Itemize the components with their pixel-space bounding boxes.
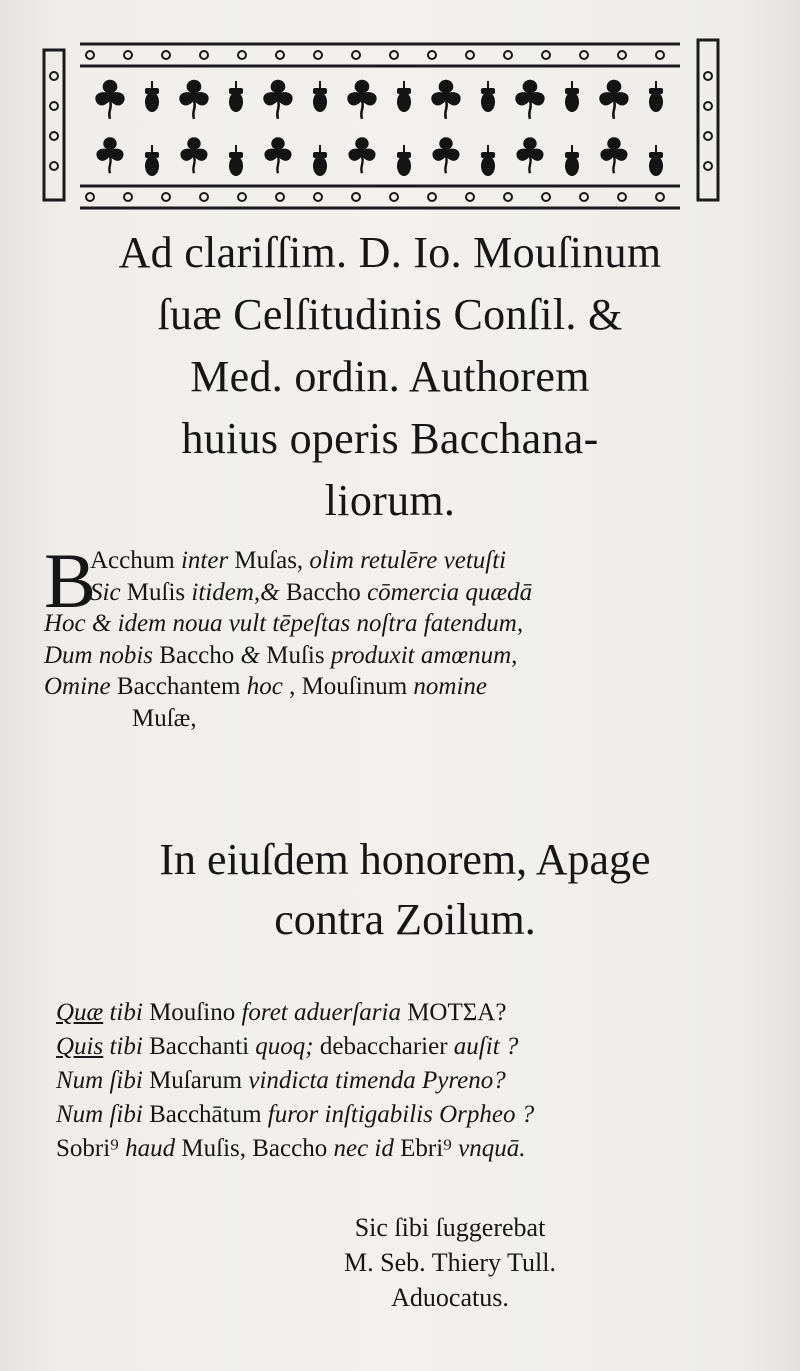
signature-block bbox=[250, 1210, 650, 1315]
verse-line: Sobri⁹ haud Muſis, Baccho nec id Ebri⁹ vnquā. bbox=[56, 1135, 526, 1162]
signature-line: Sic ſibi ſuggerebat bbox=[354, 1213, 546, 1242]
verse-line: Quæ tibi Mouſino foret aduerſaria ΜΟΤΣΑ? bbox=[56, 999, 507, 1026]
verse-line: Num ſibi Muſarum vindicta timenda Pyreno? bbox=[56, 1067, 506, 1094]
dedication-title bbox=[40, 222, 740, 532]
first-poem bbox=[44, 537, 774, 734]
verse-line: Muſæ, bbox=[132, 704, 197, 732]
verse-line: Dum nobis Baccho & Muſis produxit amœnum, bbox=[44, 641, 518, 669]
verse-line: Quis tibi Bacchanti quoq; debaccharier auſit ? bbox=[56, 1033, 519, 1060]
verse-line: Omine Bacchantem hoc , Mouſinum nomine bbox=[44, 673, 488, 700]
title-line: liorum. bbox=[324, 476, 456, 525]
signature-line: M. Seb. Thiery Tull. bbox=[344, 1248, 556, 1277]
verse-line: Sic Muſis itidem,& Baccho cōmercia quædā bbox=[90, 578, 533, 606]
verse-line: Hoc & idem noua vult tēpeſtas noſtra fatendum, bbox=[44, 610, 524, 637]
title-line: Ad clariſſim. D. Io. Mouſinum bbox=[118, 228, 662, 277]
heading-line: contra Zoilum. bbox=[274, 895, 536, 944]
second-poem bbox=[56, 996, 776, 1166]
verse-line: Acchum inter Muſas, olim retulēre vetuſti bbox=[90, 547, 507, 574]
drop-cap: B bbox=[44, 537, 97, 624]
verse-line: Num ſibi Bacchātum furor inſtigabilis Orpheo ? bbox=[56, 1101, 535, 1128]
signature-line: Aduocatus. bbox=[391, 1283, 509, 1312]
title-line: Med. ordin. Authorem bbox=[190, 352, 590, 401]
title-line: huius operis Bacchana- bbox=[181, 414, 599, 463]
ornamental-headpiece bbox=[40, 36, 724, 216]
second-heading bbox=[40, 830, 770, 950]
heading-line: In eiuſdem honorem, Apage bbox=[159, 835, 651, 884]
title-line: ſuæ Celſitudinis Conſil. & bbox=[157, 290, 623, 339]
